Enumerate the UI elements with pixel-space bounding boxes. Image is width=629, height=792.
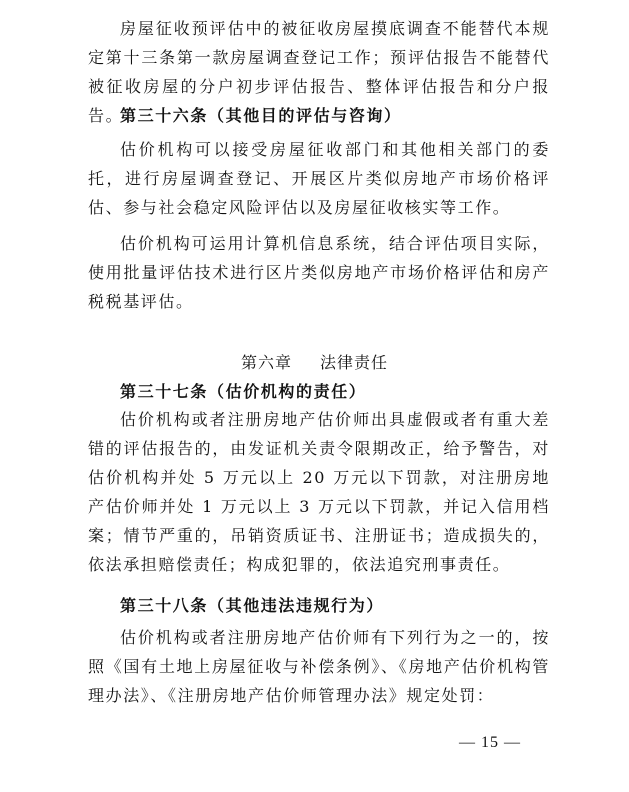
page-number: — 15 —: [459, 734, 521, 751]
chapter-number: 第六章: [240, 353, 292, 372]
paragraph-batch-valuation: 估价机构可运用计算机信息系统，结合评估项目实际，使用批量评估技术进行区片类似房地产市场价格评估和房产税税基评估。: [88, 234, 550, 311]
article-37-heading: 第三十七条（估价机构的责任）: [120, 382, 367, 401]
paragraph-entrusted-work: 估价机构可以接受房屋征收部门和其他相关部门的委托，进行房屋调查登记、开展区片类似房地产市场价格评估、参与社会稳定风险评估以及房屋征收核实等工作。: [88, 140, 550, 217]
article-38-heading: 第三十八条（其他违法违规行为）: [120, 596, 385, 615]
chapter-title: 法律责任: [320, 353, 389, 372]
article-36-heading: 第三十六条（其他目的评估与咨询）: [120, 106, 402, 125]
paragraph-other-violations: 估价机构或者注册房地产估价师有下列行为之一的，按照《国有土地上房屋征收与补偿条例》、《房地产估价机构管理办法》、《注册房地产估价师管理办法》规定处罚：: [88, 628, 550, 705]
paragraph-prevaluation: 房屋征收预评估中的被征收房屋摸底调查不能替代本规定第十三条第一款房屋调查登记工作；预评估报告不能替代被征收房屋的分户初步评估报告、整体评估报告和分户报告。: [88, 19, 550, 125]
chapter-heading: [0, 348, 629, 377]
paragraph-agency-liability: 估价机构或者注册房地产估价师出具虚假或者有重大差错的评估报告的，由发证机关责令限期改正，给予警告，对估价机构并处 5 万元以上 20 万元以下罚款，对注册房地产估价师并处 1 万元以上 3 万元以下罚款，并记入信用档案；情节严重的，吊销资质证书、注册证书；造成损失的，依法承担赔偿责任；构成犯罪的，依法追究刑事责任。: [88, 410, 550, 574]
